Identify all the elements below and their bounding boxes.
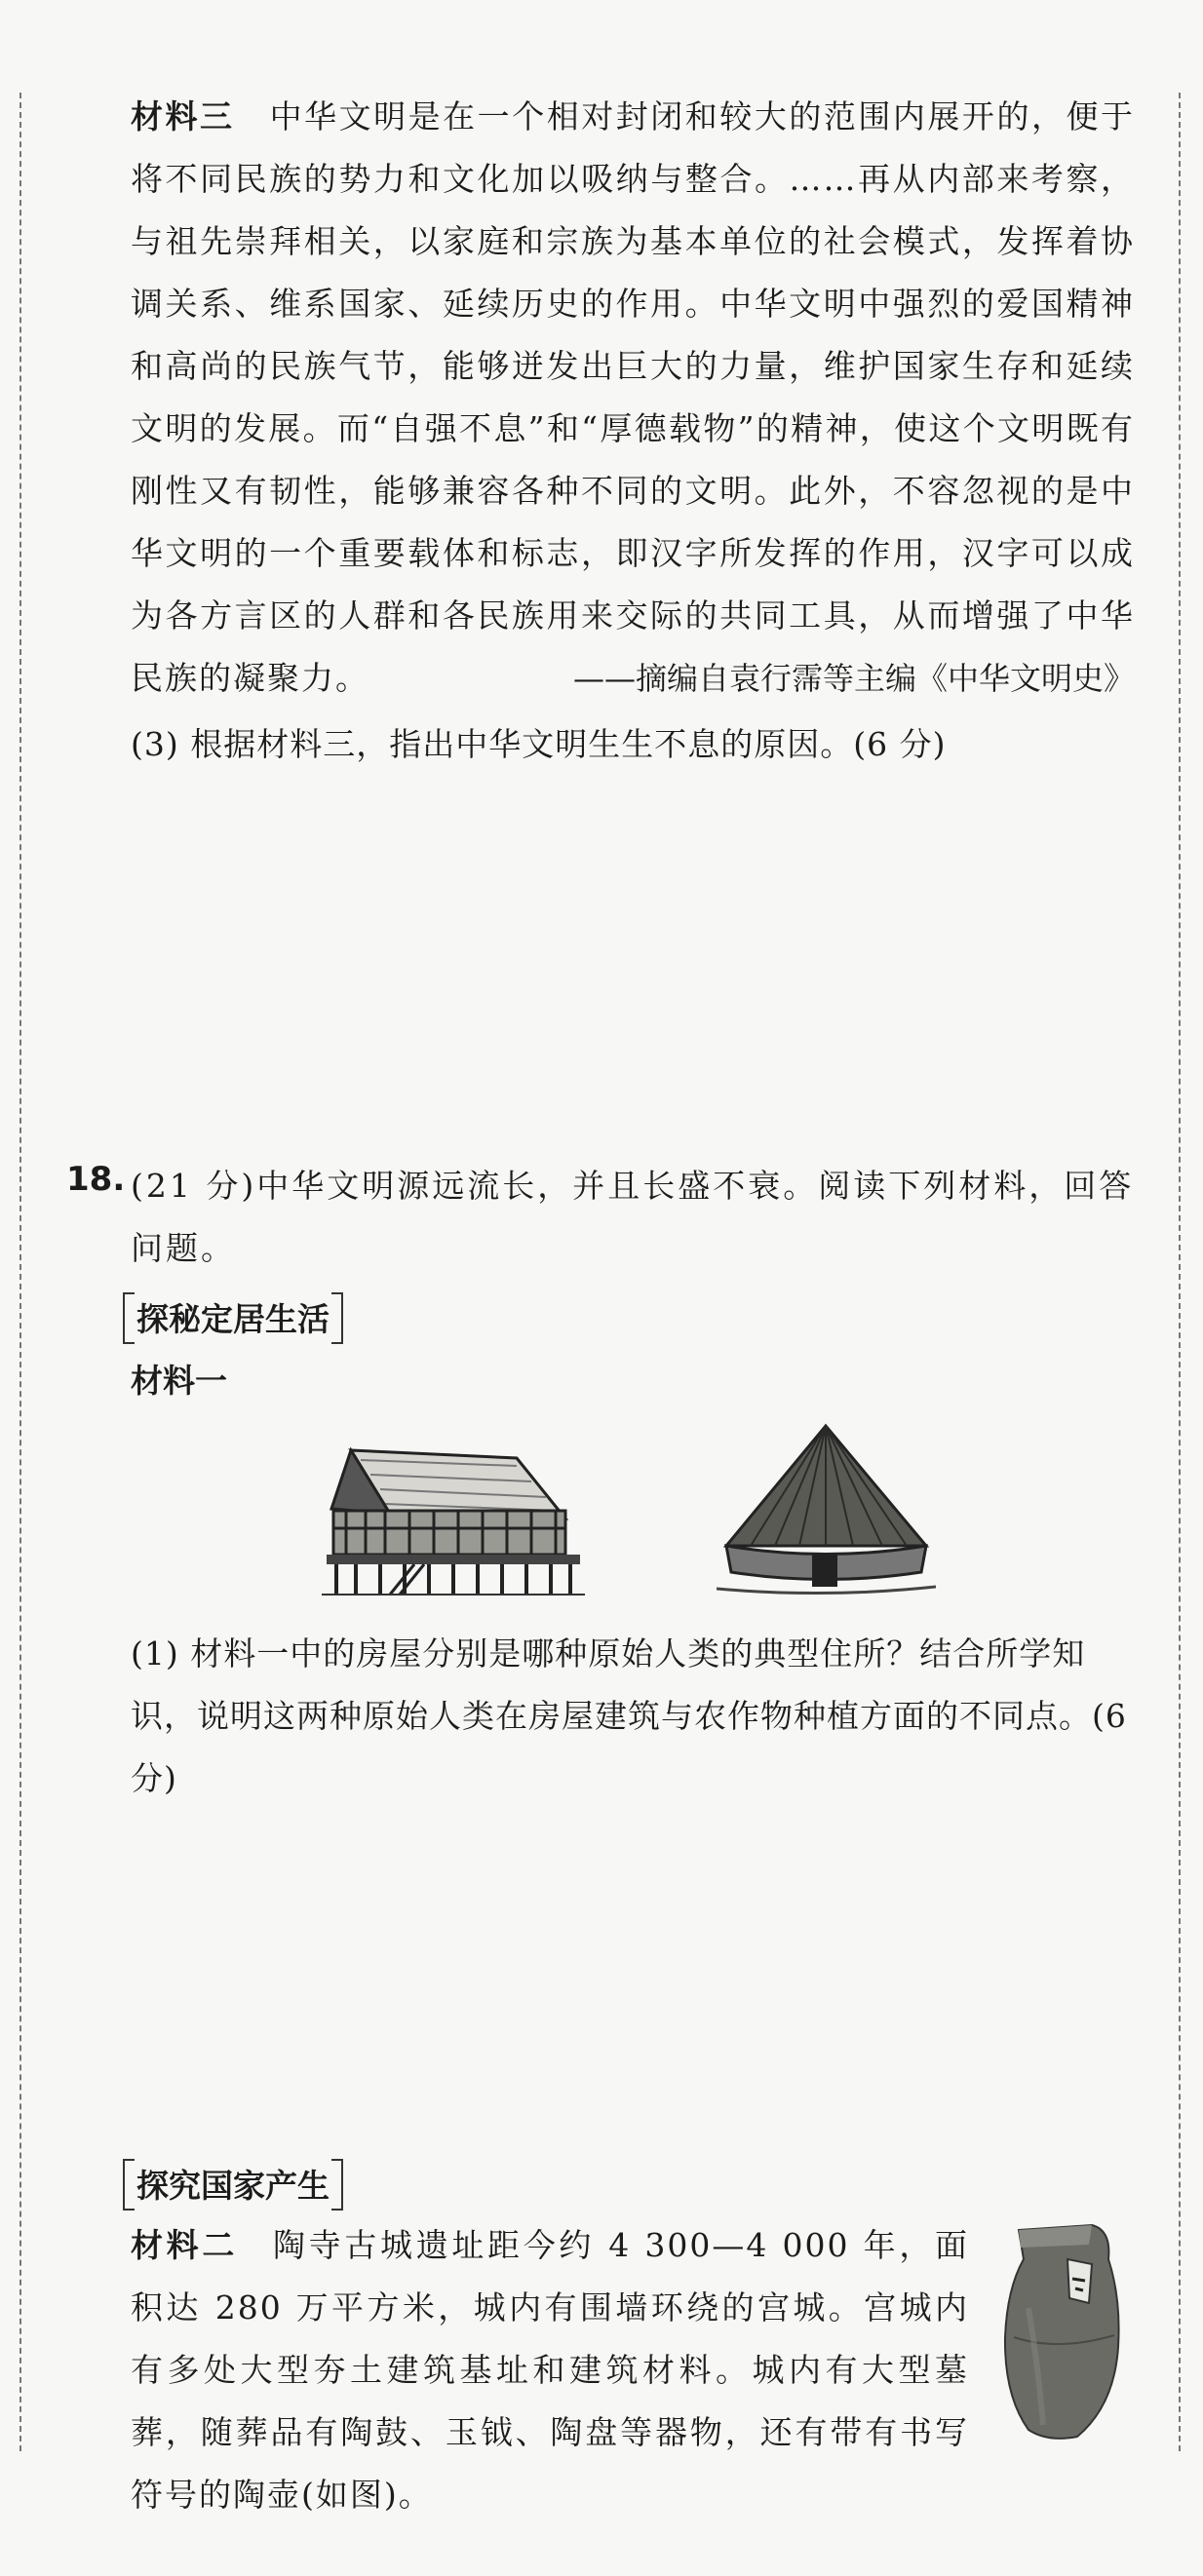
question-1-block bbox=[131, 1623, 1135, 1810]
material3-label: 材料三 bbox=[131, 97, 235, 135]
material2-label: 材料二 bbox=[131, 2226, 239, 2264]
right-cut-line bbox=[1179, 93, 1181, 2451]
material3-paragraph bbox=[131, 86, 1135, 710]
material2-text: 陶寺古城遗址距今约 4 300—4 000 年，面积达 280 万平方米，城内有围墙环绕的宫城。宫城内有多处大型夯土建筑基址和建筑材料。城内有大型墓葬，随葬品有陶鼓、玉钺、陶盘等器物，还有带有书写符号的陶壶(如图)。 bbox=[131, 2226, 969, 2514]
semi-subterranean-house-image bbox=[717, 1421, 936, 1601]
material3-source: ——摘编自袁行霈等主编《中华文明史》 bbox=[572, 660, 1135, 697]
pottery-jar-image bbox=[999, 2220, 1126, 2444]
question-18-number: 18. bbox=[66, 1160, 126, 1199]
section-state-origin: 探究国家产生 bbox=[129, 2161, 337, 2207]
material2-block bbox=[131, 2214, 969, 2526]
question-18-intro-block bbox=[131, 1155, 1135, 1280]
material3-text: 中华文明是在一个相对封闭和较大的范围内展开的，便于将不同民族的势力和文化加以吸纳与整合。……再从内部来考察，与祖先崇拜相关，以家庭和宗族为基本单位的社会模式，发挥着协调关系、维系国家、延续历史的作用。中华文明中强烈的爱国精神和高尚的民族气节，能够迸发出巨大的力量，维护国家生存和延续文明的发展。而“自强不息”和“厚德载物”的精神，使这个文明既有刚性又有韧性，能够兼容各种不同的文明。此外，不容忽视的是中华文明的一个重要载体和标志，即汉字所发挥的作用，汉字可以成为各方言区的人群和各民族用来交际的共同工具，从而增强了中华民族的凝聚力。 bbox=[131, 97, 1136, 697]
left-cut-line bbox=[19, 93, 21, 2451]
section-settled-life: 探秘定居生活 bbox=[129, 1294, 337, 1340]
question-18-intro: (21 分)中华文明源远流长，并且长盛不衰。阅读下列材料，回答问题。 bbox=[131, 1167, 1135, 1267]
question-1: (1) 材料一中的房屋分别是哪种原始人类的典型住所？结合所学知识，说明这两种原始人类在房屋建筑与农作物种植方面的不同点。(6 分) bbox=[131, 1634, 1127, 1797]
material1-label: 材料一 bbox=[131, 1362, 227, 1400]
question-3: (3) 根据材料三，指出中华文明生生不息的原因。(6 分) bbox=[131, 725, 947, 763]
stilt-house-image bbox=[322, 1431, 585, 1601]
material3-block bbox=[131, 86, 1135, 776]
material2-paragraph bbox=[131, 2214, 969, 2526]
